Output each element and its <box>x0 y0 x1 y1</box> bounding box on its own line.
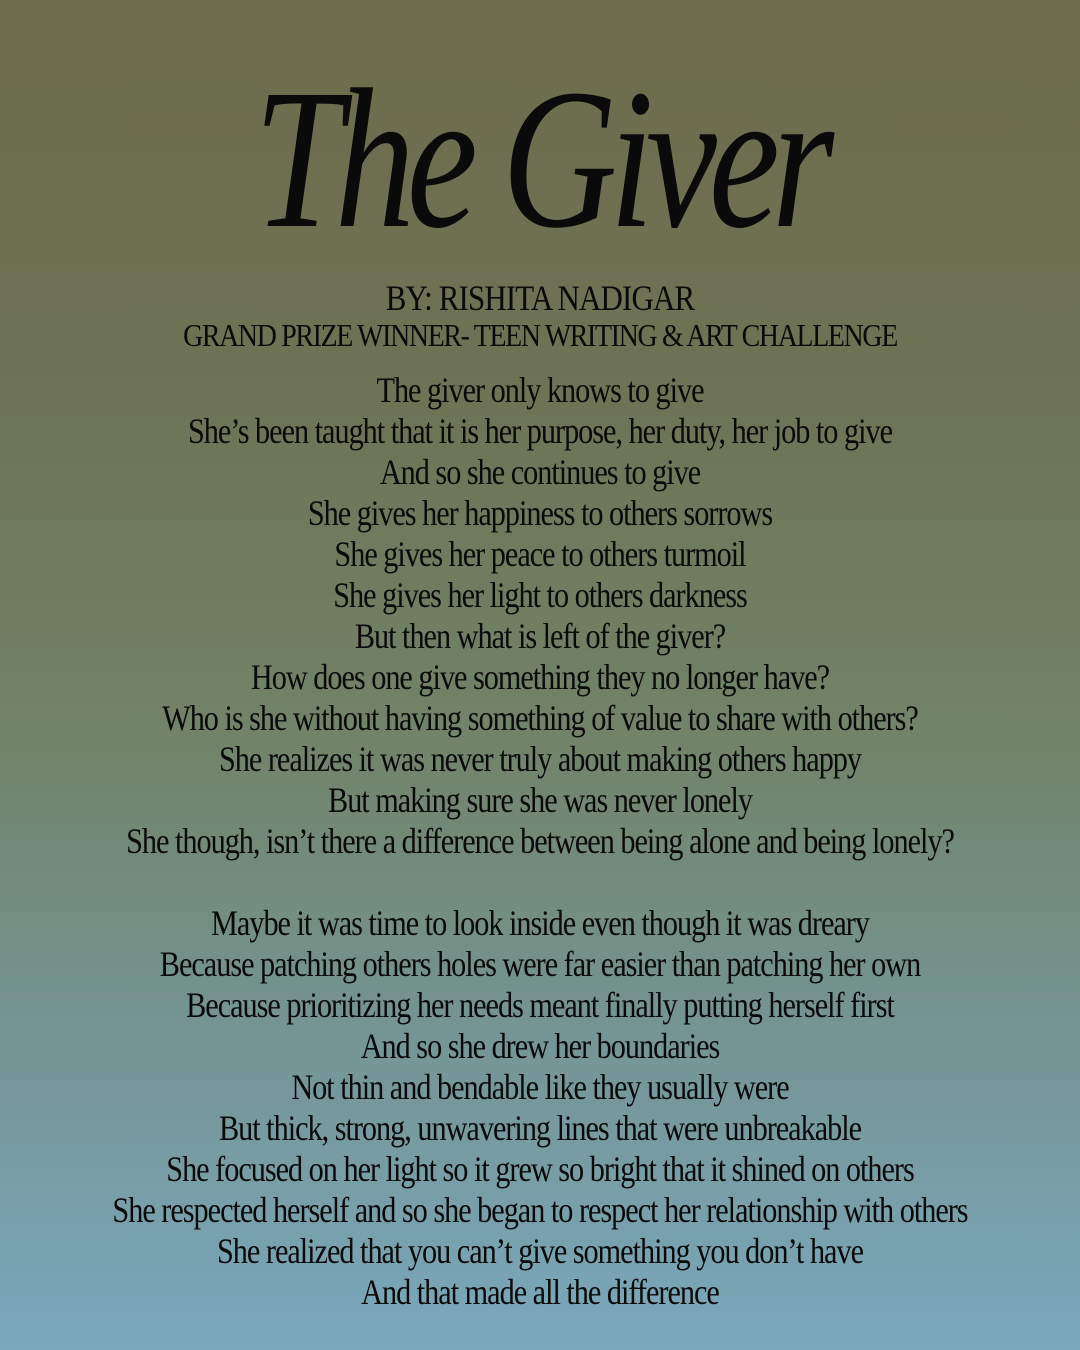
poem-line: But thick, strong, unwavering lines that were unbreakable <box>218 1108 862 1148</box>
poem-line: But then what is left of the giver? <box>354 616 726 656</box>
poem-title: The Giver <box>253 49 827 270</box>
author-byline: BY: RISHITA NADIGAR <box>385 278 695 318</box>
poem-line: Maybe it was time to look inside even though it was dreary <box>211 903 869 943</box>
poem-line: And so she drew her boundaries <box>360 1026 720 1066</box>
poem-line: Not thin and bendable like they usually were <box>291 1067 789 1107</box>
poem-line: The giver only knows to give <box>376 370 704 410</box>
poem-line: She’s been taught that it is her purpose, her duty, her job to give <box>188 411 892 451</box>
poem-line: She gives her happiness to others sorrows <box>307 493 773 533</box>
poem-line: She realizes it was never truly about making others happy <box>218 739 862 779</box>
poem-line: Because patching others holes were far easier than patching her own <box>159 944 921 984</box>
award-subtitle: GRAND PRIZE WINNER- TEEN WRITING & ART CHALLENGE <box>183 317 897 353</box>
poem-line: And that made all the difference <box>361 1272 719 1312</box>
poem-line: She respected herself and so she began to respect her relationship with others <box>112 1190 968 1230</box>
poem-line: She gives her light to others darkness <box>333 575 747 615</box>
poem-line: Who is she without having something of value to share with others? <box>162 698 918 738</box>
poem-body <box>0 370 1080 1313</box>
poem-line: How does one give something they no longer have? <box>250 657 830 697</box>
poem-line: Because prioritizing her needs meant finally putting herself first <box>186 985 894 1025</box>
poem-line: She gives her peace to others turmoil <box>334 534 746 574</box>
stanza-break <box>0 862 1080 903</box>
poem-line: But making sure she was never lonely <box>328 780 752 820</box>
poem-line: She realized that you can’t give something you don’t have <box>216 1231 864 1271</box>
poem-line: And so she continues to give <box>379 452 701 492</box>
poem-line: She focused on her light so it grew so bright that it shined on others <box>166 1149 914 1189</box>
poem-line: She though, isn’t there a difference between being alone and being lonely? <box>126 821 954 861</box>
